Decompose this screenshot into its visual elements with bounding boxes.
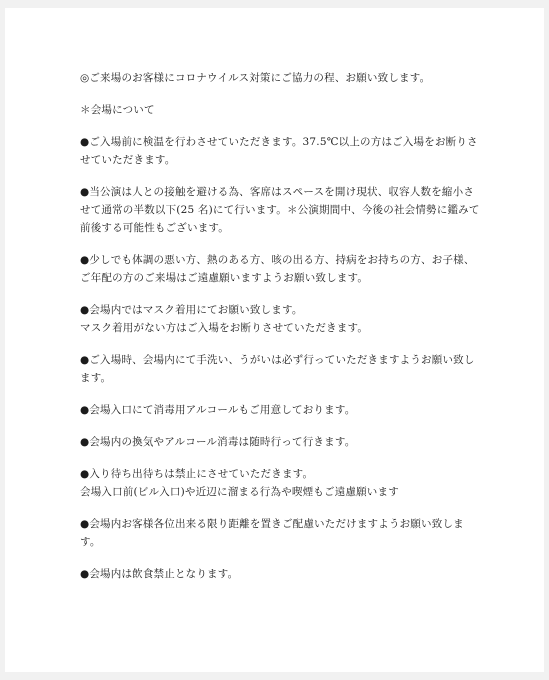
notice-item-temperature-check: ●ご入場前に検温を行わさせていただきます。37.5℃以上の方はご入場をお断りさせていただきます。 <box>80 136 478 166</box>
notice-item-no-waiting: ●入り待ち出待ちは禁止にさせていただきます。 会場入口前(ビル入口)や近辺に溜まる行為や喫煙もご遠慮願います <box>80 468 399 498</box>
notice-item-alcohol: ●会場入口にて消毒用アルコールもご用意しております。 <box>80 404 356 416</box>
notice-item-seating-capacity: ●当公演は人との接触を避ける為、客席はスペースを開け現状、収容人数を縮小させて通常の半数以下(25 名)にて行います。＊公演期間中、今後の社会情勢に鑑みて前後する可能性もございます。 <box>80 186 480 234</box>
notice-item-no-eating: ●会場内は飲食禁止となります。 <box>80 568 239 580</box>
notice-item-health-condition: ●少しでも体調の悪い方、熱のある方、咳の出る方、持病をお持ちの方、お子様、ご年配の方のご来場はご遠慮願いますようお願い致します。 <box>80 254 475 284</box>
document-page <box>5 8 544 672</box>
notice-body <box>80 69 480 597</box>
section-heading: ＊会場について <box>80 104 155 116</box>
intro-text: ◎ご来場のお客様にコロナウイルス対策にご協力の程、お願い致します。 <box>80 72 431 84</box>
notice-item-distance: ●会場内お客様各位出来る限り距離を置きご配慮いただけますようお願い致します。 <box>80 518 464 548</box>
notice-item-ventilation: ●会場内の換気やアルコール消毒は随時行って行きます。 <box>80 436 356 448</box>
notice-item-mask: ●会場内ではマスク着用にてお願い致します。 マスク着用がない方はご入場をお断りさせていただきます。 <box>80 304 369 334</box>
notice-item-handwashing: ●ご入場時、会場内にて手洗い、うがいは必ず行っていただきますようお願い致します。 <box>80 354 475 384</box>
